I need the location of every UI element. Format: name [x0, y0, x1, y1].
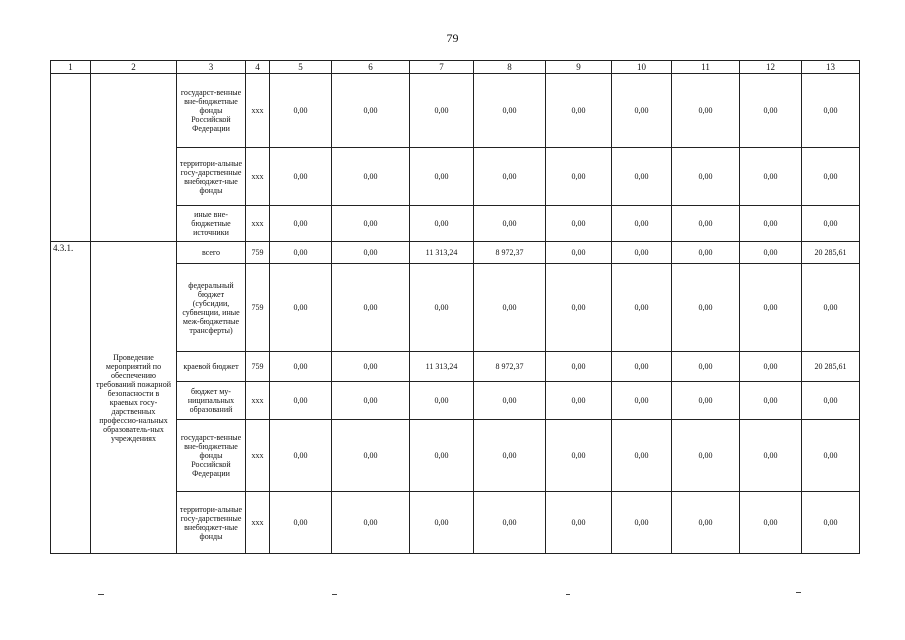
value-cell: 0,00 — [740, 74, 802, 148]
value-cell: 0,00 — [612, 242, 672, 264]
value-cell: 0,00 — [546, 264, 612, 352]
footer-dash — [98, 594, 104, 595]
value-cell: 0,00 — [672, 148, 740, 206]
value-cell: 0,00 — [474, 382, 546, 420]
value-cell: 0,00 — [802, 206, 860, 242]
value-cell: 0,00 — [612, 492, 672, 554]
value-cell: 0,00 — [270, 264, 332, 352]
value-cell: 0,00 — [546, 420, 612, 492]
header-cell: 3 — [177, 61, 246, 74]
value-cell: 0,00 — [672, 420, 740, 492]
funding-source-cell: государст-венные вне-бюджетные фонды Российской Федерации — [177, 420, 246, 492]
value-cell: 0,00 — [672, 492, 740, 554]
value-cell: 0,00 — [740, 148, 802, 206]
code-cell: ххх — [246, 492, 270, 554]
value-cell: 0,00 — [474, 206, 546, 242]
footer-dash — [566, 594, 570, 595]
item-name-cell: Проведение мероприятий по обеспечению требований пожарной безопасности в краевых госу-дарственных профессио-нальных образователь-ных учреждениях — [91, 242, 177, 554]
funding-source-cell: территори-альные госу-дарственные внебюджет-ные фонды — [177, 148, 246, 206]
value-cell: 0,00 — [270, 420, 332, 492]
value-cell: 0,00 — [546, 382, 612, 420]
value-cell: 0,00 — [740, 382, 802, 420]
value-cell: 0,00 — [270, 148, 332, 206]
header-cell: 8 — [474, 61, 546, 74]
code-cell: 759 — [246, 264, 270, 352]
value-cell: 0,00 — [546, 206, 612, 242]
value-cell: 0,00 — [410, 420, 474, 492]
page-number: 79 — [446, 31, 459, 45]
value-cell: 0,00 — [474, 74, 546, 148]
value-cell: 0,00 — [332, 352, 410, 382]
value-cell: 0,00 — [332, 382, 410, 420]
table-row — [51, 242, 860, 264]
value-cell: 0,00 — [270, 352, 332, 382]
value-cell: 0,00 — [546, 74, 612, 148]
value-cell: 0,00 — [332, 242, 410, 264]
value-cell: 0,00 — [332, 420, 410, 492]
value-cell: 0,00 — [672, 352, 740, 382]
value-cell: 8 972,37 — [474, 242, 546, 264]
value-cell: 20 285,61 — [802, 352, 860, 382]
value-cell: 0,00 — [802, 74, 860, 148]
funding-source-cell: бюджет му-ниципальных образований — [177, 382, 246, 420]
value-cell: 0,00 — [410, 382, 474, 420]
funding-source-cell: государст-венные вне-бюджетные фонды Российской Федерации — [177, 74, 246, 148]
code-cell: ххх — [246, 382, 270, 420]
item-number-cell — [51, 74, 91, 242]
value-cell: 0,00 — [612, 352, 672, 382]
value-cell: 0,00 — [802, 264, 860, 352]
code-cell: ххх — [246, 148, 270, 206]
value-cell: 0,00 — [410, 492, 474, 554]
code-cell: 759 — [246, 352, 270, 382]
table-body — [51, 61, 860, 554]
value-cell: 0,00 — [410, 74, 474, 148]
value-cell: 0,00 — [332, 148, 410, 206]
value-cell: 0,00 — [740, 242, 802, 264]
value-cell: 20 285,61 — [802, 242, 860, 264]
header-cell: 13 — [802, 61, 860, 74]
footer-dash — [796, 592, 801, 593]
value-cell: 0,00 — [740, 492, 802, 554]
table-row — [51, 74, 860, 148]
value-cell: 0,00 — [546, 242, 612, 264]
header-cell: 10 — [612, 61, 672, 74]
code-cell: ххх — [246, 420, 270, 492]
funding-source-cell: иные вне-бюджетные источники — [177, 206, 246, 242]
value-cell: 0,00 — [474, 492, 546, 554]
value-cell: 0,00 — [474, 264, 546, 352]
header-cell: 2 — [91, 61, 177, 74]
value-cell: 0,00 — [270, 382, 332, 420]
value-cell: 0,00 — [802, 420, 860, 492]
footer-dash — [332, 594, 337, 595]
value-cell: 0,00 — [410, 206, 474, 242]
value-cell: 0,00 — [672, 382, 740, 420]
header-cell: 7 — [410, 61, 474, 74]
value-cell: 0,00 — [612, 382, 672, 420]
value-cell: 0,00 — [546, 352, 612, 382]
value-cell: 0,00 — [270, 242, 332, 264]
header-cell: 12 — [740, 61, 802, 74]
code-cell: ххх — [246, 206, 270, 242]
code-cell: ххх — [246, 74, 270, 148]
value-cell: 8 972,37 — [474, 352, 546, 382]
value-cell: 0,00 — [612, 420, 672, 492]
header-cell: 4 — [246, 61, 270, 74]
value-cell: 0,00 — [332, 74, 410, 148]
value-cell: 0,00 — [270, 74, 332, 148]
value-cell: 11 313,24 — [410, 242, 474, 264]
value-cell: 0,00 — [740, 352, 802, 382]
value-cell: 0,00 — [546, 492, 612, 554]
value-cell: 0,00 — [332, 206, 410, 242]
value-cell: 0,00 — [740, 206, 802, 242]
value-cell: 0,00 — [474, 148, 546, 206]
funding-source-cell: краевой бюджет — [177, 352, 246, 382]
budget-table — [50, 60, 860, 554]
value-cell: 0,00 — [802, 148, 860, 206]
value-cell: 0,00 — [410, 148, 474, 206]
value-cell: 0,00 — [270, 206, 332, 242]
item-number-cell: 4.3.1. — [51, 242, 91, 554]
value-cell: 0,00 — [672, 242, 740, 264]
code-cell: 759 — [246, 242, 270, 264]
value-cell: 0,00 — [612, 74, 672, 148]
funding-source-cell: федеральный бюджет (субсидии, субвенции, иные меж-бюджетные трансферты) — [177, 264, 246, 352]
value-cell: 0,00 — [740, 264, 802, 352]
value-cell: 0,00 — [612, 148, 672, 206]
value-cell: 0,00 — [672, 264, 740, 352]
value-cell: 11 313,24 — [410, 352, 474, 382]
value-cell: 0,00 — [546, 148, 612, 206]
header-cell: 5 — [270, 61, 332, 74]
value-cell: 0,00 — [410, 264, 474, 352]
value-cell: 0,00 — [270, 492, 332, 554]
value-cell: 0,00 — [802, 382, 860, 420]
funding-source-cell: территори-альные госу-дарственные внебюджет-ные фонды — [177, 492, 246, 554]
value-cell: 0,00 — [672, 74, 740, 148]
item-name-cell — [91, 74, 177, 242]
header-cell: 11 — [672, 61, 740, 74]
value-cell: 0,00 — [332, 264, 410, 352]
value-cell: 0,00 — [802, 492, 860, 554]
value-cell: 0,00 — [474, 420, 546, 492]
value-cell: 0,00 — [740, 420, 802, 492]
header-cell: 6 — [332, 61, 410, 74]
value-cell: 0,00 — [612, 264, 672, 352]
value-cell: 0,00 — [612, 206, 672, 242]
value-cell: 0,00 — [332, 492, 410, 554]
header-row — [51, 61, 860, 74]
value-cell: 0,00 — [672, 206, 740, 242]
header-cell: 1 — [51, 61, 91, 74]
header-cell: 9 — [546, 61, 612, 74]
funding-source-cell: всего — [177, 242, 246, 264]
